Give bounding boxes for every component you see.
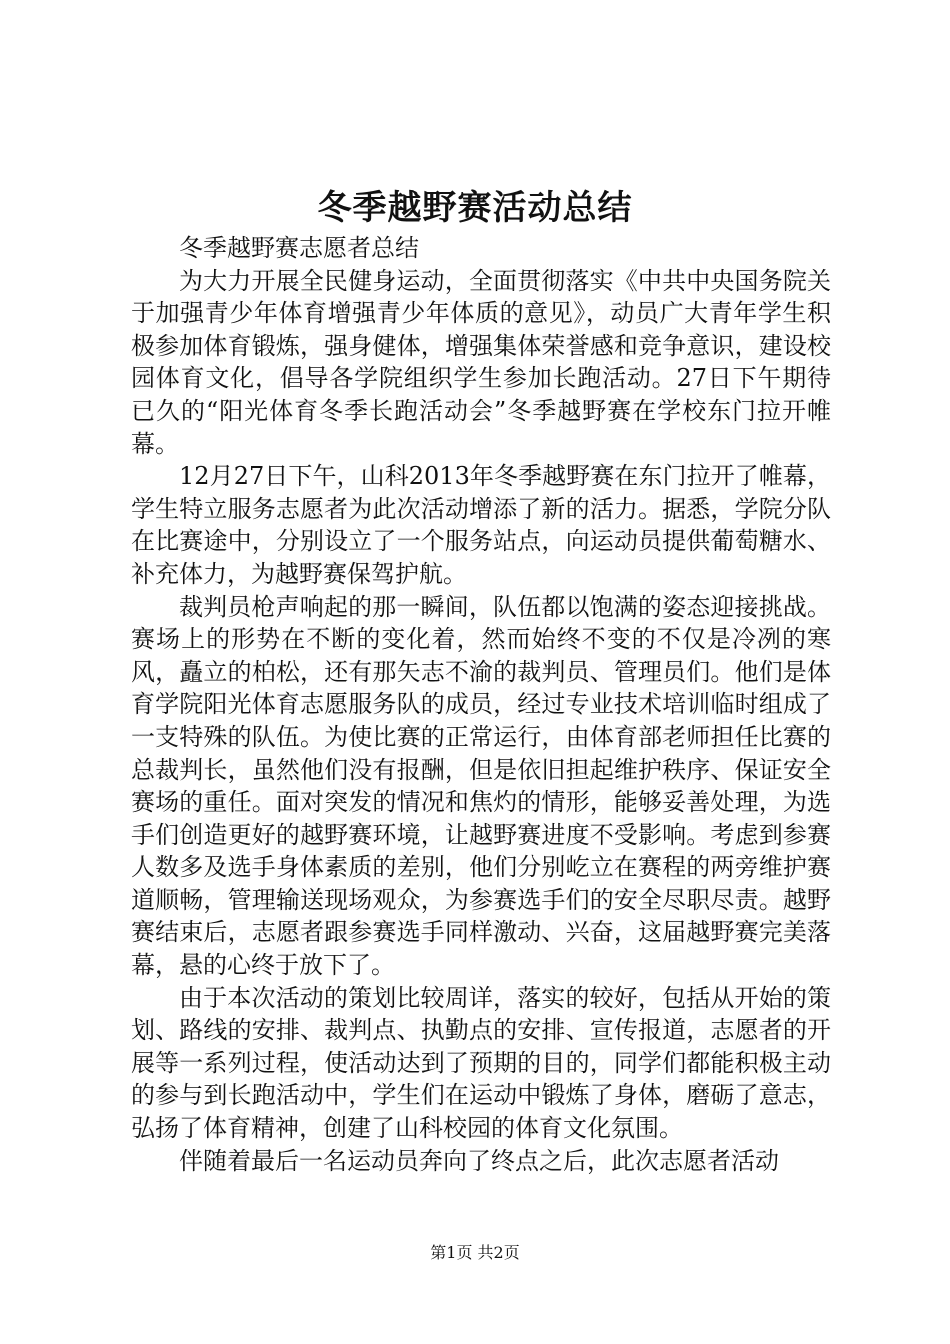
body-paragraph: 伴随着最后一名运动员奔向了终点之后，此次志愿者活动 [179, 1146, 779, 1175]
page-footer: 第1页 共2页 [430, 1243, 520, 1262]
document-title: 冬季越野赛活动总结 [317, 188, 633, 228]
body-paragraph: 裁判员枪声响起的那一瞬间，队伍都以饱满的姿态迎接挑战。赛场上的形势在不断的变化着，然而始终不变的不仅是冷冽的寒风，矗立的柏松，还有那矢志不渝的裁判员、管理员们。他们是体育学院阳光体育志愿服务队的成员，经过专业技术培训临时组成了一支特殊的队伍。为使比赛的正常运行，由体育部老师担任比赛的总裁判长，虽然他们没有报酬，但是依旧担起维护秩序、保证安全赛场的重任。面对突发的情况和焦灼的情形，能够妥善处理，为选手们创造更好的越野赛环境，让越野赛进度不受影响。考虑到参赛人数多及选手身体素质的差别，他们分别屹立在赛程的两旁维护赛道顺畅，管理输送现场观众，为参赛选手们的安全尽职尽责。越野赛结束后，志愿者跟参赛选手同样激动、兴奋，这届越野赛完美落幕，悬的心终于放下了。 [131, 592, 831, 980]
body-paragraph: 由于本次活动的策划比较周详，落实的较好，包括从开始的策划、路线的安排、裁判点、执勤点的安排、宣传报道，志愿者的开展等一系列过程，使活动达到了预期的目的，同学们都能积极主动的参与到长跑活动中，学生们在运动中锻炼了身体，磨砺了意志，弘扬了体育精神，创建了山科校园的体育文化氛围。 [131, 983, 831, 1143]
subtitle-paragraph: 冬季越野赛志愿者总结 [179, 234, 419, 262]
document-body [131, 232, 831, 1177]
body-paragraph: 12月27日下午，山科2013年冬季越野赛在东门拉开了帷幕，学生特立服务志愿者为此次活动增添了新的活力。据悉，学院分队在比赛途中，分别设立了一个服务站点，向运动员提供葡萄糖水、补充体力，为越野赛保驾护航。 [131, 462, 831, 588]
body-paragraph: 为大力开展全民健身运动，全面贯彻落实《中共中央国务院关于加强青少年体育增强青少年体质的意见》，动员广大青年学生积极参加体育锻炼，强身健体，增强集体荣誉感和竞争意识，建设校园体育文化，倡导各学院组织学生参加长跑活动。27日下午期待已久的“阳光体育冬季长跑活动会”冬季越野赛在学校东门拉开帷幕。 [131, 266, 831, 458]
